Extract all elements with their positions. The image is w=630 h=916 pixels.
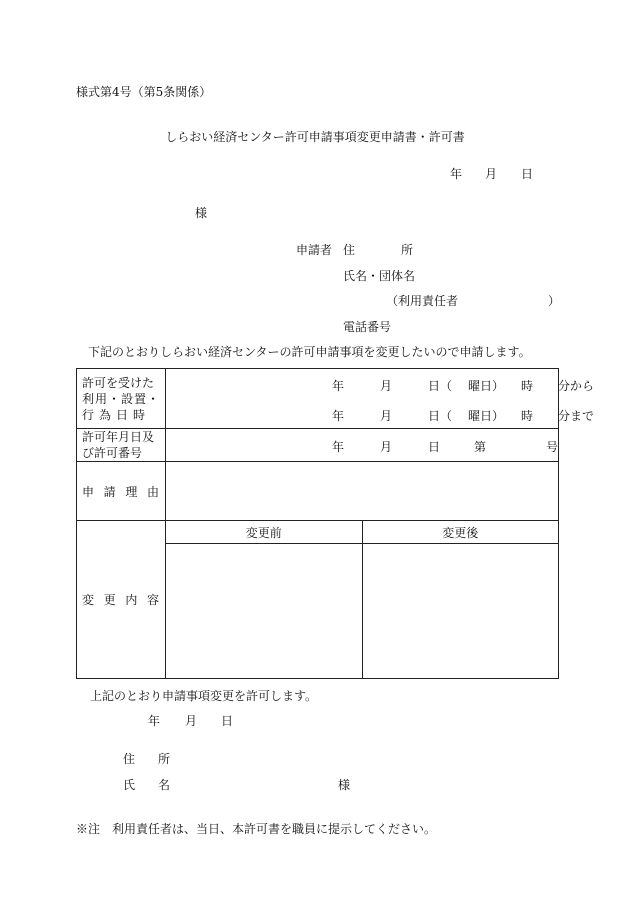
usage-datetime-cell [166, 369, 595, 429]
approver-address-b: 所 [158, 752, 171, 766]
before-header: 変更前 [166, 521, 362, 544]
usage-to-hour: 時 [521, 408, 534, 423]
usage-from-year: 年 [332, 378, 345, 393]
usage-from-day: 日（ [428, 378, 453, 393]
approval-year: 年 [148, 714, 161, 728]
footer-note: ※注 利用責任者は、当日、本許可書を職員に提示してください。 [76, 822, 437, 836]
permit-no-prefix: 第 [474, 440, 487, 454]
usage-from-month: 月 [380, 378, 393, 393]
applicant-name-label: 氏名・団体名 [343, 269, 416, 283]
approval-text: 上記のとおり申請事項変更を許可します。 [90, 689, 318, 703]
usage-to-minute: 分まで [558, 408, 595, 423]
change-body-row [166, 544, 558, 679]
applicant-address-a: 住 [343, 243, 356, 257]
addressee-suffix: 様 [195, 206, 208, 220]
usage-to-weekday: 曜日） [468, 408, 505, 423]
usage-from-hour: 時 [521, 378, 534, 393]
before-value-cell [166, 544, 362, 679]
approver-address-a: 住 [123, 752, 136, 766]
date-day: 日 [521, 167, 534, 181]
change-inner-table [166, 521, 558, 678]
approval-month: 月 [185, 714, 198, 728]
usage-to-day: 日（ [428, 408, 453, 423]
change-content-cell [166, 521, 559, 679]
form-number: 様式第4号（第5条関係） [76, 85, 212, 99]
usage-from-minute: 分から [558, 378, 595, 393]
reason-row [77, 462, 559, 521]
approver-suffix: 様 [338, 778, 351, 792]
permit-year: 年 [332, 440, 345, 454]
reason-value-cell [166, 462, 559, 521]
permit-month: 月 [380, 440, 393, 454]
usage-from-weekday: 曜日） [468, 378, 505, 393]
application-table [76, 368, 595, 679]
after-header: 変更後 [362, 521, 558, 544]
after-value-cell [362, 544, 558, 679]
approval-day: 日 [221, 714, 234, 728]
usage-row [77, 369, 559, 429]
permit-label-line-1: 許可年月日及 [82, 430, 155, 444]
intro-text: 下記のとおりしらおい経済センターの許可申請事項を変更したいので申請します。 [88, 345, 531, 359]
applicant-address-b: 所 [401, 243, 414, 257]
approver-name-a: 氏 [123, 778, 136, 792]
responsible-close: ） [548, 294, 561, 308]
usage-label [77, 369, 166, 429]
date-year: 年 [450, 167, 463, 181]
permit-no-suffix: 号 [546, 440, 559, 454]
change-row [77, 521, 559, 679]
usage-label-line-1: 許可を受けた [82, 375, 155, 390]
date-month: 月 [485, 167, 498, 181]
approver-name-b: 名 [158, 778, 171, 792]
responsible-open: （利用責任者 [386, 294, 459, 308]
permit-date-cell [166, 429, 559, 462]
usage-label-line-2: 利用・設置・ [82, 391, 159, 406]
applicant-phone-label: 電話番号 [343, 320, 392, 334]
permit-label-line-2: び許可番号 [82, 446, 143, 460]
change-header-row [166, 521, 558, 544]
applicant-label: 申請者 [296, 243, 333, 257]
permit-day: 日 [428, 440, 441, 454]
usage-to-month: 月 [380, 408, 393, 423]
permit-row [77, 429, 559, 462]
reason-label: 申請理由 [77, 462, 166, 521]
change-label: 変更内容 [77, 521, 166, 679]
document-title: しらおい経済センター許可申請事項変更申請書・許可書 [165, 130, 465, 144]
permit-label [77, 429, 166, 462]
usage-label-line-3: 行為日時 [82, 407, 145, 422]
usage-to-year: 年 [332, 408, 345, 423]
